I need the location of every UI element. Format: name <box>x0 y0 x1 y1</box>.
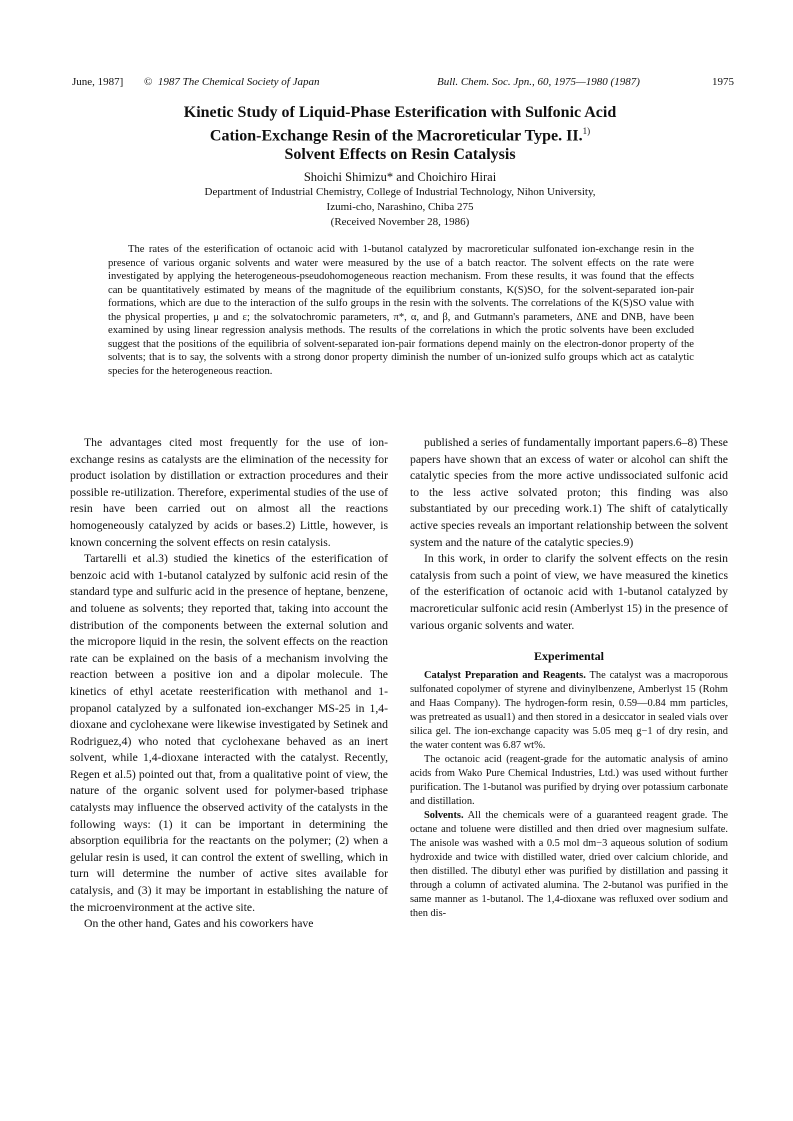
intro-paragraph-3: On the other hand, Gates and his coworkers have <box>84 917 314 931</box>
intro-paragraph-4: published a series of fundamentally important papers.6–8) These papers have shown that an excess of water or alcohol can shift the catalytic species from the more active undissociated sulfonic acid to the less active solvated proton; this finding was also substantiated by our preceding work.1) The shift of catalytically active species reveals an important relationship between the solvent system and the nature of the catalytic species.9) <box>410 436 728 549</box>
right-column <box>410 435 728 921</box>
catalyst-paragraph: Catalyst Preparation and Reagents. The catalyst was a macroporous sulfonated copolymer of styrene and divinylbenzene, Amberlyst 15 (Rohm and Haas Company). The hydrogen-form resin, 0.59—0.84 mm particles, was pretreated as usual1) and then stored in a desiccator in sealed vials over silica gel. The ion-exchange capacity was 5.05 meq g−1 of dry resin, and the water content was 6.87 wt%. <box>410 669 728 751</box>
solvents-run-in-head: Solvents. <box>424 809 464 821</box>
left-column <box>70 435 388 933</box>
solvents-paragraph: Solvents. All the chemicals were of a guaranteed reagent grade. The octane and toluene were distilled and then dried over magnesium sulfate. The anisole was washed with a 0.5 mol dm−3 aqueous solution of sodium hydroxide and twice with distilled water, dried over calcium chloride, and then distilled. The dibutyl ether was purified by distillation and passing it through a column of activated alumina. The 2-butanol was purified in the same manner as 1-butanol. The 1,4-dioxane was refluxed over sodium and then dis- <box>410 809 728 919</box>
page-number: 1975 <box>712 76 734 88</box>
journal-citation: Bull. Chem. Soc. Jpn., 60, 1975—1980 (1987) <box>437 76 640 88</box>
section-heading-experimental: Experimental <box>534 649 604 664</box>
copyright-symbol: © <box>144 76 153 88</box>
copyright-text: 1987 The Chemical Society of Japan <box>157 76 320 88</box>
author-address: Izumi-cho, Narashino, Chiba 275 <box>326 201 474 214</box>
author-department: Department of Industrial Chemistry, College of Industrial Technology, Nihon University, <box>204 186 596 199</box>
intro-paragraph-5: In this work, in order to clarify the solvent effects on the resin catalysis from such a point of view, we have measured the kinetics of the esterification of octanoic acid with 1-butanol catalyzed by macroreticular sulfonic acid resin (Amberlyst 15) in the presence of various organic solvents and water. <box>410 552 728 632</box>
issue-date: June, 1987] <box>72 76 124 88</box>
title-line-3: Solvent Effects on Resin Catalysis <box>284 146 516 164</box>
octanoic-paragraph: The octanoic acid (reagent-grade for the automatic analysis of amino acids from Wako Pure Chemical Industries, Ltd.) was used without further purification. The 1-butanol was purified by drying over potassium carbonate and distillation. <box>410 753 728 807</box>
running-header <box>72 74 734 90</box>
intro-paragraph-2: Tartarelli et al.3) studied the kinetics of the esterification of benzoic acid with 1-butanol catalyzed by sulfonic acid resin of the standard type and sulfuric acid in the presence of heptane, benzene, and toluene as solvents; they reported that, taking into account the distribution of the components between the external solution and the micropore liquid in the resin, the solvent effects on the reaction rate can be explained on the basis of a mechanism involving the reaction between a positive ion and a dipolar molecule. The kinetics of ethyl acetate reesterification with methanol and 1-propanol catalyzed by a sulfonated ion-exchanger MS-25 in 1,4-dioxane and cyclohexane were likewise investigated by Setinek and Rodriguez,4) who noted that cyclohexane behaved as an inert solvent, while 1,4-dioxane interacted with the catalyst. Recently, Regen et al.5) pointed out that, from a qualitative point of view, the nature of the organic solvent used for polymer-based triphase catalysts may influence the observed activity of the catalysts in the following ways: (1) it can be important in determining the absorption equilibria for the reactants on the polymer; (2) when a gelular resin is used, it can control the extent of swelling, which in turn will determine the number of active sites available for catalysis, and (3) it may be important in establishing the nature of the microenvironment at the active site. <box>70 552 388 914</box>
title-line-2: Cation-Exchange Resin of the Macroreticular Type. II.$^{1)}$ <box>209 126 591 145</box>
intro-paragraph-1: The advantages cited most frequently for the use of ion-exchange resins as catalysts are the elimination of the necessity for product isolation by distillation or extraction procedures and their possible re-utilization. Therefore, experimental studies of the use of resin have been carried out on almost all the reactions homogeneously catalyzed by acids or bases.2) Little, however, is known concerning the solvent effects on resin catalysis. <box>70 436 388 549</box>
title-reference: 1) <box>582 126 591 136</box>
catalyst-run-in-head: Catalyst Preparation and Reagents. <box>424 669 586 681</box>
title-line-1: Kinetic Study of Liquid-Phase Esterification with Sulfonic Acid <box>183 104 617 121</box>
author-names: Shoichi Shimizu* and Choichiro Hirai <box>303 170 497 185</box>
abstract: The rates of the esterification of octanoic acid with 1-butanol catalyzed by macroreticular sulfonated ion-exchange resin in the presence of various organic solvents and water were measured by the use of a batch reactor. The solvent effects on the rate were investigated by applying the heterogeneous-pseudohomogeneous reaction mechanism. From these results, it was found that the effects can be quantitatively estimated by means of the magnitude of the equilibrium constants, K(S)SO, for the solvent-separated ion-pair formations, which are due to the interaction of the sulfo groups in the resin with the solvents. The correlations of the K(S)SO value with the physical properties, μ and ε; the solvatochromic parameters, π*, α, and β, and Gutmann's parameters, ΔNE and DNB, have been examined by using linear regression analysis methods. The results of the correlations in which the protic solvents have been excluded suggest that the positions of the equilibria of solvent-separated ion-pair formations depend mainly on the electron-donor property of the solvents; that is to say, the solvents with a strong donor property diminish the number of un-ionized sulfo groups which act as catalytic species for the heterogeneous reaction. <box>108 244 694 377</box>
copyright-line <box>144 74 319 90</box>
article-heading <box>110 103 690 230</box>
received-date: (Received November 28, 1986) <box>330 216 470 229</box>
